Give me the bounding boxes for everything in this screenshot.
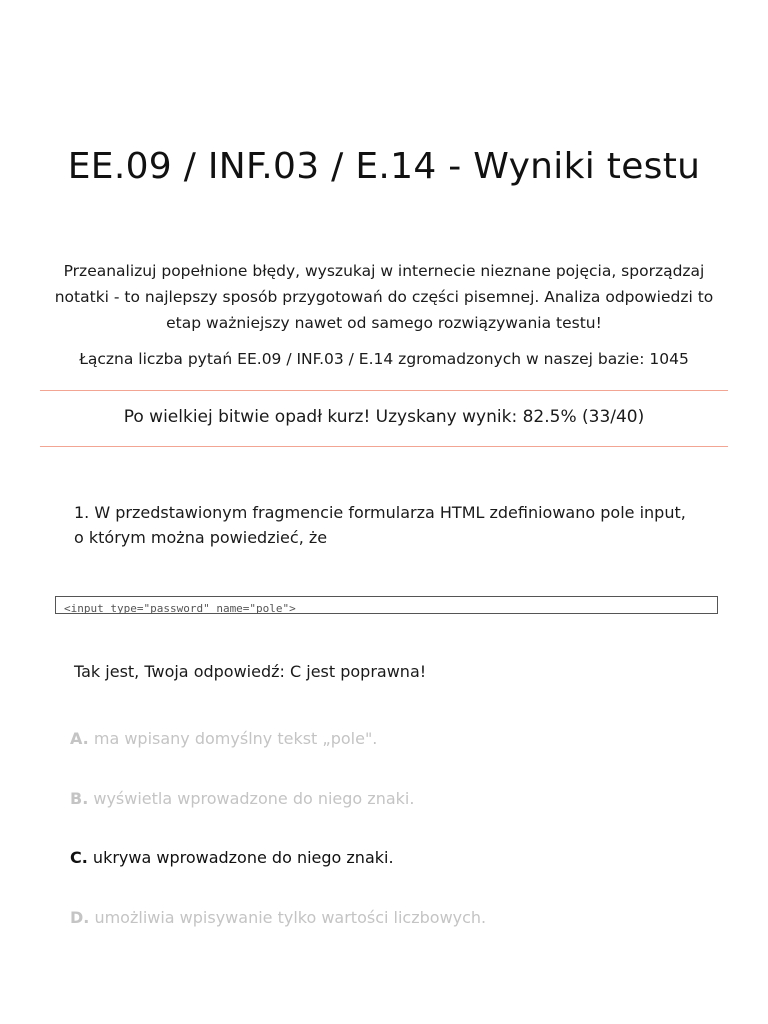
- question-text: 1. W przedstawionym fragmencie formularza HTML zdefiniowano pole input, o którym można powiedzieć, że: [74, 503, 686, 547]
- answer-option-d: [70, 905, 486, 930]
- intro-text: Przeanalizuj popełnione błędy, wyszukaj w internecie nieznane pojęcia, sporządzaj notatki - to najlepszy sposób przygotowań do części pisemnej. Analiza odpowiedzi to etap ważniejszy nawet od samego rozwiązywania testu!: [54, 262, 714, 332]
- answer-verdict: Tak jest, Twoja odpowiedź: C jest poprawna!: [74, 662, 427, 681]
- result-summary: Po wielkiej bitwie opadł kurz! Uzyskany wynik: 82.5% (33/40): [123, 407, 645, 427]
- answer-option-a: [70, 726, 377, 751]
- answer-text: ukrywa wprowadzone do niego znaki.: [92, 848, 394, 867]
- answer-letter: A.: [70, 729, 89, 748]
- answer-letter: B.: [70, 789, 89, 808]
- answer-letter: D.: [70, 908, 90, 927]
- code-snippet-box: [55, 596, 718, 614]
- answer-option-c: [70, 845, 394, 870]
- answer-letter: C.: [70, 848, 88, 867]
- answer-option-b: [70, 786, 414, 811]
- result-divider-top: [40, 390, 728, 391]
- result-divider-bottom: [40, 446, 728, 447]
- page-title: EE.09 / INF.03 / E.14 - Wyniki testu: [67, 146, 701, 187]
- total-questions-text: Łączna liczba pytań EE.09 / INF.03 / E.14 zgromadzonych w naszej bazie: 1045: [79, 350, 689, 368]
- answer-text: umożliwia wpisywanie tylko wartości liczbowych.: [94, 908, 487, 927]
- answer-text: wyświetla wprowadzone do niego znaki.: [93, 789, 415, 808]
- answer-text: ma wpisany domyślny tekst „pole".: [93, 729, 378, 748]
- code-snippet: <input type="password" name="pole">: [64, 602, 296, 615]
